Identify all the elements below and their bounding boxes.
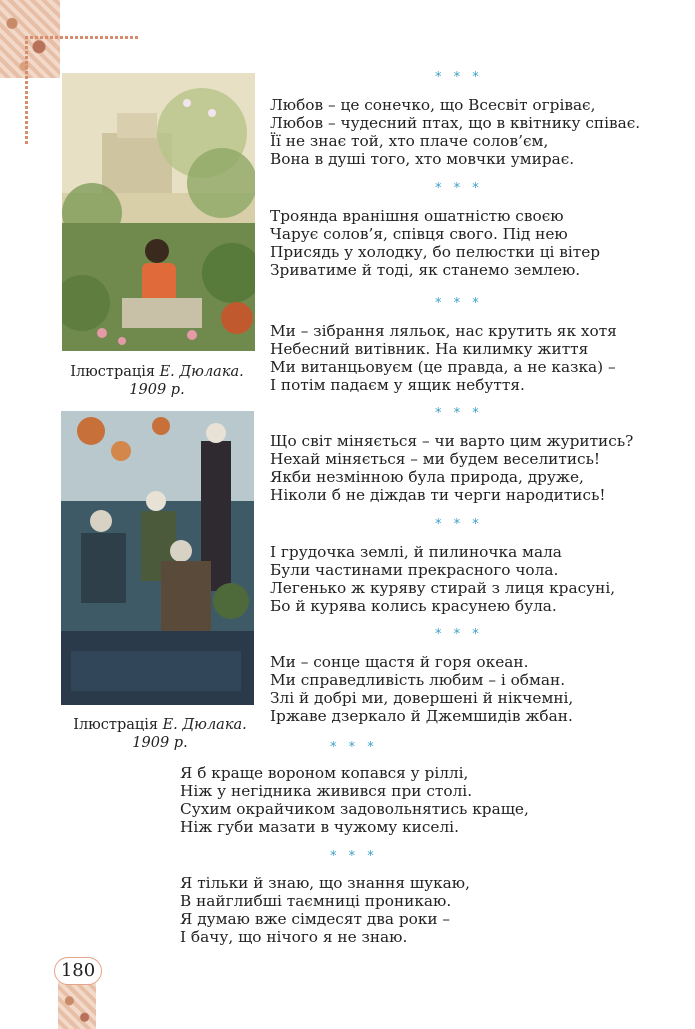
verse-line: Її не знає той, хто плаче солов’єм, <box>270 132 549 150</box>
stanza <box>270 322 617 394</box>
verse-line: Небесний витівник. На килимку життя <box>270 340 589 358</box>
verse-line: Легенько ж куряву стирай з лиця красуні, <box>270 579 616 597</box>
stanza-separator: * * * <box>435 517 483 532</box>
verse-line: В найглибші таємниці проникаю. <box>180 892 452 910</box>
verse-line: Любов – це сонечко, що Всесвіт огріває, <box>270 96 596 114</box>
ornament-rule-horizontal <box>25 36 140 39</box>
stanza-separator: * * * <box>435 70 483 85</box>
stanza <box>270 543 615 615</box>
verse-line: Ніж губи мазати в чужому киселі. <box>180 818 459 836</box>
page-number: 180 <box>54 957 102 985</box>
ornament-top-left <box>0 0 60 78</box>
verse-line: Троянда вранішня ошатністю своєю <box>270 207 564 225</box>
stanza-separator: * * * <box>330 849 378 864</box>
verse-line: Ніколи б не діждав ти черги народитись! <box>270 486 606 504</box>
verse-line: Бо й курява колись красунею була. <box>270 597 557 615</box>
verse-line: Любов – чудесний птах, що в квітнику співає. <box>270 114 641 132</box>
verse-line: І потім падаєм у ящик небуття. <box>270 376 525 394</box>
stanza-separator: * * * <box>435 181 483 196</box>
verse-line: І грудочка землі, й пилиночка мала <box>270 543 562 561</box>
illustration-gathering <box>61 411 254 705</box>
verse-line: Ми – зібрання ляльок, нас крутить як хотя <box>270 322 617 340</box>
verse-line: Якби незмінною була природа, друже, <box>270 468 584 486</box>
verse-line: Я тільки й знаю, що знання шукаю, <box>180 874 470 892</box>
stanza-separator: * * * <box>435 296 483 311</box>
caption-year: 1909 р. <box>129 382 185 398</box>
verse-line: Присядь у холодку, бо пелюстки ці вітер <box>270 243 601 261</box>
verse-line: Зриватиме й тоді, як станемо землею. <box>270 261 581 279</box>
verse-line: Вона в душі того, хто мовчки умирає. <box>270 150 575 168</box>
caption-year: 1909 р. <box>132 735 188 751</box>
verse-line: Я думаю вже сімдесят два роки – <box>180 910 451 928</box>
stanza-separator: * * * <box>435 627 483 642</box>
illustration-garden-girl <box>62 73 255 351</box>
caption-prefix: Ілюстрація <box>70 364 160 380</box>
ornament-bottom-left <box>58 982 96 1029</box>
verse-line: Ніж у негідника живився при столі. <box>180 782 473 800</box>
verse-line: Іржаве дзеркало й Джемшидів жбан. <box>270 707 573 725</box>
verse-line: Ми витанцьовуєм (це правда, а не казка) – <box>270 358 616 376</box>
stanza-separator: * * * <box>435 406 483 421</box>
verse-line: І бачу, що нічого я не знаю. <box>180 928 408 946</box>
stanza <box>180 874 470 946</box>
verse-line: Були частинами прекрасного чола. <box>270 561 559 579</box>
ornament-rule-vertical <box>25 36 28 146</box>
verse-line: Ми справедливість любим – і обман. <box>270 671 566 689</box>
caption-author: Е. Дюлака. <box>162 717 247 733</box>
verse-line: Нехай міняється – ми будем веселитись! <box>270 450 601 468</box>
illustration-caption <box>47 363 267 399</box>
stanza-separator: * * * <box>330 740 378 755</box>
verse-line: Я б краще вороном копався у ріллі, <box>180 764 469 782</box>
stanza <box>270 207 600 279</box>
stanza <box>180 764 529 836</box>
verse-line: Сухим окрайчиком задовольнятись краще, <box>180 800 529 818</box>
stanza <box>270 432 633 504</box>
stanza <box>270 653 573 725</box>
verse-line: Що світ міняється – чи варто цим журитись? <box>270 432 634 450</box>
stanza <box>270 96 640 168</box>
caption-author: Е. Дюлака. <box>159 364 244 380</box>
illustration-caption <box>50 716 270 752</box>
verse-line: Злі й добрі ми, довершені й нікчемні, <box>270 689 574 707</box>
verse-line: Ми – сонце щастя й горя океан. <box>270 653 529 671</box>
verse-line: Чарує солов’я, співця свого. Під нею <box>270 225 568 243</box>
caption-prefix: Ілюстрація <box>73 717 163 733</box>
